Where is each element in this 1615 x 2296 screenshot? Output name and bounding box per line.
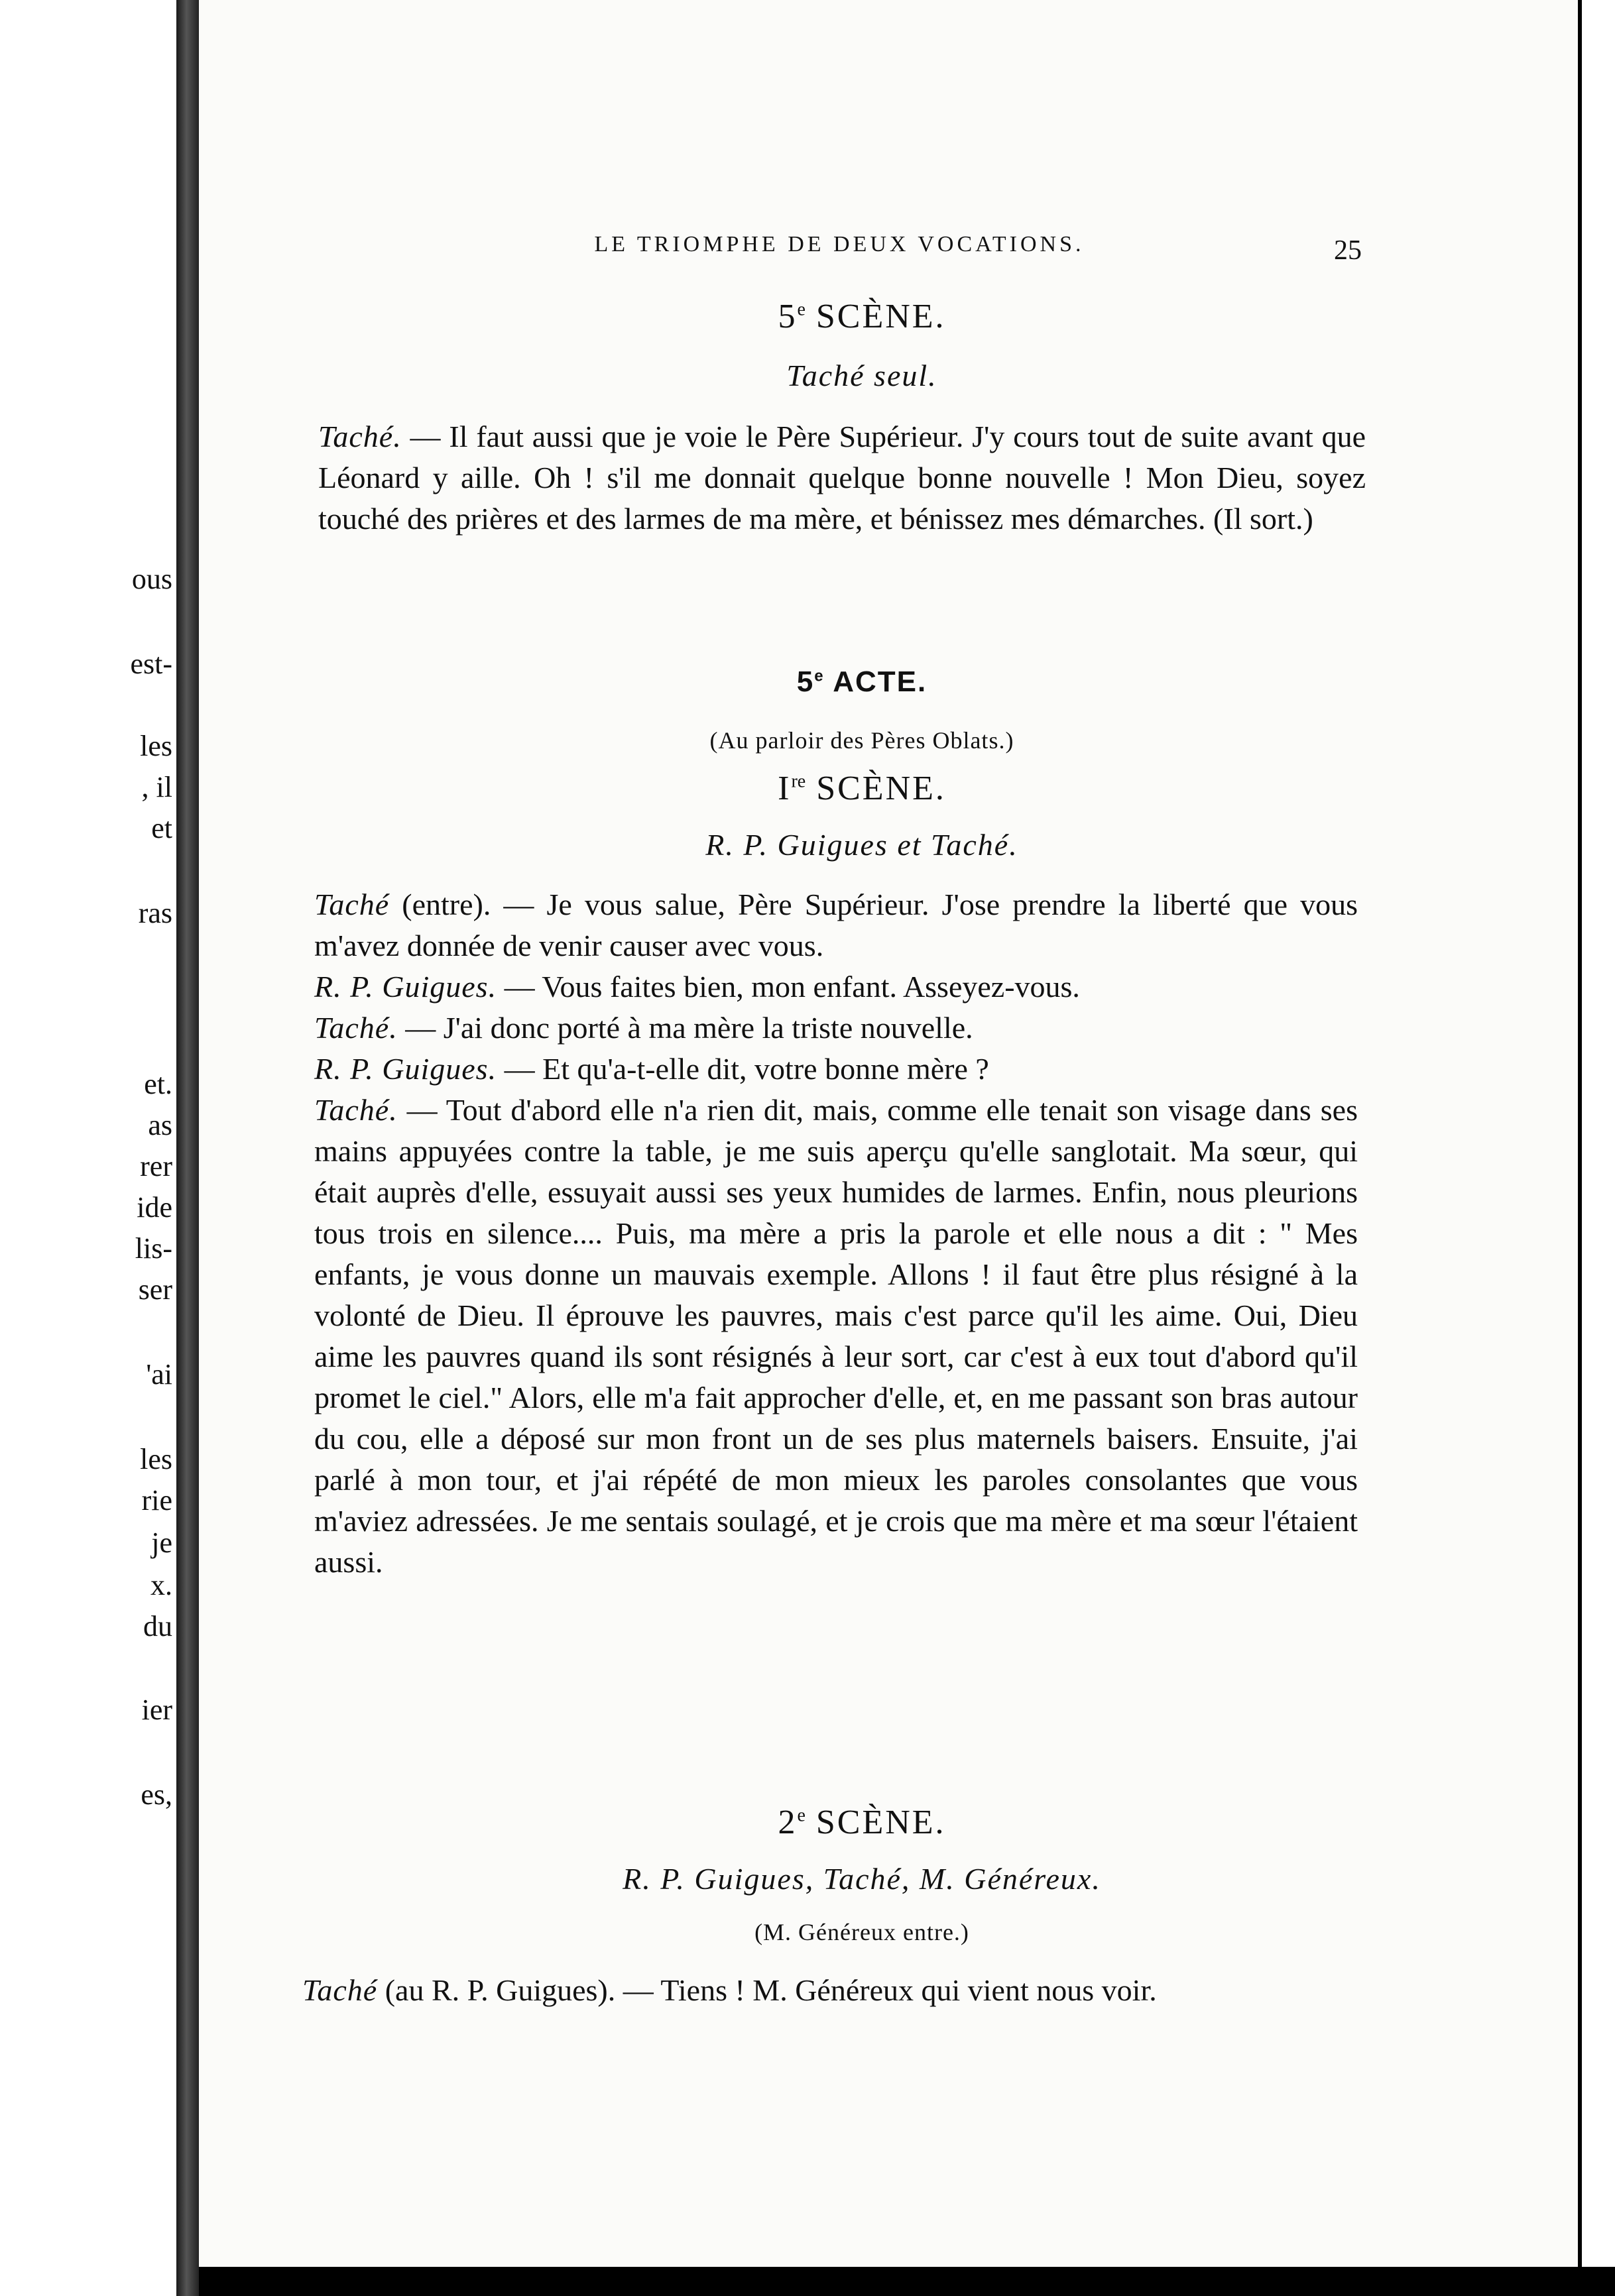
speech [314, 884, 1358, 966]
previous-page-fragment: ier [141, 1693, 172, 1726]
speaker-name: R. P. Guigues. [314, 1052, 497, 1086]
speech-text: (entre). — Je vous salue, Père Supérieur. J'ose prendre la liberté que vous m'avez donnée de venir causer avec vous. [314, 888, 1358, 962]
previous-page-fragment: du [143, 1610, 172, 1642]
speech [318, 416, 1366, 540]
stage-setting: (Au parloir des Pères Oblats.) [709, 727, 1014, 754]
previous-page-fragment: es, [141, 1778, 172, 1811]
previous-page-fragment: les [140, 1443, 172, 1475]
previous-page-fragment: ras [138, 897, 172, 929]
page-number: 25 [1334, 235, 1362, 266]
previous-page-fragment: rer [140, 1150, 172, 1182]
next-page-edge [1578, 0, 1615, 2296]
scene-heading: 5e SCÈNE. [778, 298, 946, 335]
previous-page-fragment: x. [150, 1569, 172, 1601]
speaker-name: Taché. [314, 1093, 398, 1127]
speech [314, 1007, 1358, 1049]
scene-persons: Taché seul. [786, 359, 937, 392]
scene-heading: Ire SCÈNE. [778, 770, 946, 807]
stage-setting: (M. Généreux entre.) [754, 1919, 969, 1945]
previous-page-fragment: je [151, 1526, 172, 1559]
speech-text: — Vous faites bien, mon enfant. Asseyez-vous. [497, 970, 1080, 1004]
previous-page-fragment: ous [131, 563, 172, 595]
speaker-name: R. P. Guigues. [314, 970, 497, 1004]
speech-text: — Il faut aussi que je voie le Père Supérieur. J'y cours tout de suite avant que Léonard y aille. Oh ! s'il me donnait quelque bonne nouvelle ! Mon Dieu, soyez touché des prières et des larmes de ma mère, et bénissez mes démarches. (Il sort.) [318, 420, 1366, 536]
speaker-name: Taché [302, 1973, 378, 2007]
page-bottom-edge [199, 2267, 1615, 2296]
speaker-name: Taché. [318, 420, 402, 453]
previous-page-fragment: as [148, 1109, 172, 1141]
previous-page-fragment: les [140, 730, 172, 762]
speech [314, 1090, 1358, 1583]
previous-page-fragment: et. [144, 1068, 172, 1100]
speaker-name: Taché [314, 888, 390, 921]
speech-text: — J'ai donc porté à ma mère la triste nouvelle. [397, 1011, 973, 1045]
previous-page-fragment: ser [138, 1273, 172, 1306]
scene-heading: 2e SCÈNE. [778, 1804, 946, 1841]
running-head: LE TRIOMPHE DE DEUX VOCATIONS. [594, 232, 1085, 257]
previous-page-fragment: ide [137, 1191, 172, 1224]
speech [302, 1970, 1346, 2011]
previous-page-edge [0, 0, 176, 2296]
speech-text: (au R. P. Guigues). — Tiens ! M. Généreux qui vient nous voir. [377, 1973, 1157, 2007]
previous-page-fragment: est- [130, 648, 172, 680]
book-spine [176, 0, 199, 2296]
previous-page-fragment: et [151, 812, 172, 844]
speech-text: — Tout d'abord elle n'a rien dit, mais, comme elle tenait son visage dans ses mains appuyées contre la table, je me suis aperçu qu'elle sanglotait. Ma sœur, qui était auprès d'elle, essuyait aussi ses yeux humides de larmes. Enfin, nous pleurions tous trois en silence.... Puis, ma mère a pris la parole et elle nous a dit : " Mes enfants, je vous donne un mauvais exemple. Allons ! il faut être plus résigné à la volonté de Dieu. Il éprouve les pauvres, mais c'est parce qu'il les aime. Oui, Dieu aime les pauvres quand ils sont résignés à leur sort, car c'est à eux tout d'abord qu'il promet le ciel." Alors, elle m'a fait approcher d'elle, et, en me passant son bras autour du cou, elle a déposé sur mon front un de ses plus maternels baisers. Ensuite, j'ai parlé à mon tour, et j'ai répété de mon mieux les paroles consolantes que vous m'aviez adressées. Je me sentais soulagé, et je crois que ma mère et ma sœur l'étaient aussi. [314, 1093, 1358, 1579]
speech [314, 1049, 1358, 1090]
speech-text: — Et qu'a-t-elle dit, votre bonne mère ? [497, 1052, 989, 1086]
previous-page-fragment: rie [141, 1484, 172, 1517]
speech [314, 966, 1358, 1007]
act-heading: 5e ACTE. [796, 665, 927, 698]
previous-page-fragment: lis- [135, 1232, 172, 1265]
speaker-name: Taché. [314, 1011, 398, 1045]
scene-persons: R. P. Guigues et Taché. [705, 828, 1018, 862]
scene-persons: R. P. Guigues, Taché, M. Généreux. [623, 1862, 1101, 1896]
previous-page-fragment: , il [141, 771, 172, 803]
previous-page-fragment: 'ai [146, 1358, 172, 1391]
